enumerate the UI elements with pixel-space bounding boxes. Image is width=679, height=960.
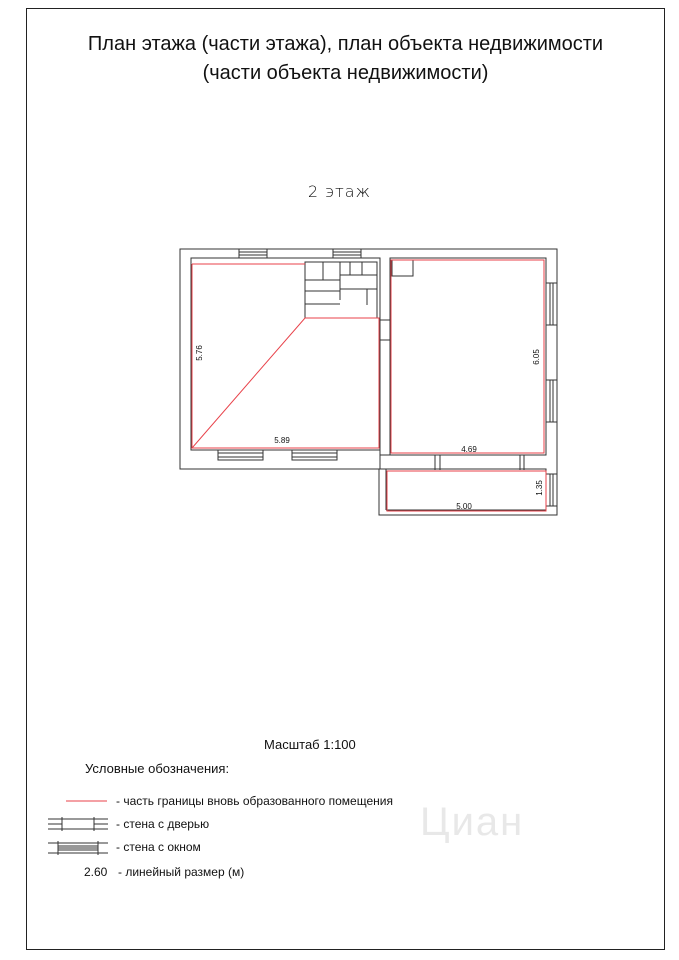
legend-item-dimension: - линейный размер (м) xyxy=(118,865,245,879)
legend-item-window: - стена с окном xyxy=(116,840,201,854)
legend-door-symbol xyxy=(48,817,108,831)
legend-title: Условные обозначения: xyxy=(85,761,230,776)
window-top-2 xyxy=(333,249,361,258)
room2-boundary xyxy=(391,260,544,453)
dim-balcony-height: 1.35 xyxy=(535,480,544,496)
window-top-1 xyxy=(239,249,267,258)
window-bottom-2 xyxy=(292,450,337,460)
legend-item-door: - стена с дверью xyxy=(116,817,210,831)
watermark: Циан xyxy=(420,800,525,844)
window-balcony-side xyxy=(546,474,557,506)
title-line-2: (части объекта недвижимости) xyxy=(202,62,489,84)
window-right-1 xyxy=(546,283,557,325)
dim-room2-height: 6.05 xyxy=(532,349,541,365)
floor-label: 2 этаж xyxy=(307,182,372,201)
legend-dimension-sample: 2.60 xyxy=(84,865,108,879)
window-bottom-1 xyxy=(218,450,263,460)
dim-balcony-width: 5.00 xyxy=(456,502,472,511)
legend-symbols xyxy=(48,801,108,855)
dim-room2-width: 4.69 xyxy=(461,445,477,454)
dim-room1-width: 5.89 xyxy=(274,436,290,445)
legend-item-boundary: - часть границы вновь образованного помещения xyxy=(116,794,393,808)
staircase xyxy=(305,262,377,318)
dim-room1-height: 5.76 xyxy=(195,345,204,361)
scale-text: Масштаб 1:100 xyxy=(264,737,356,752)
title-line-1: План этажа (части этажа), план объекта недвижимости xyxy=(87,33,604,55)
window-right-2 xyxy=(546,380,557,422)
legend-window-symbol xyxy=(48,841,108,855)
room-boundaries xyxy=(192,260,546,511)
room1-boundary xyxy=(192,264,379,448)
